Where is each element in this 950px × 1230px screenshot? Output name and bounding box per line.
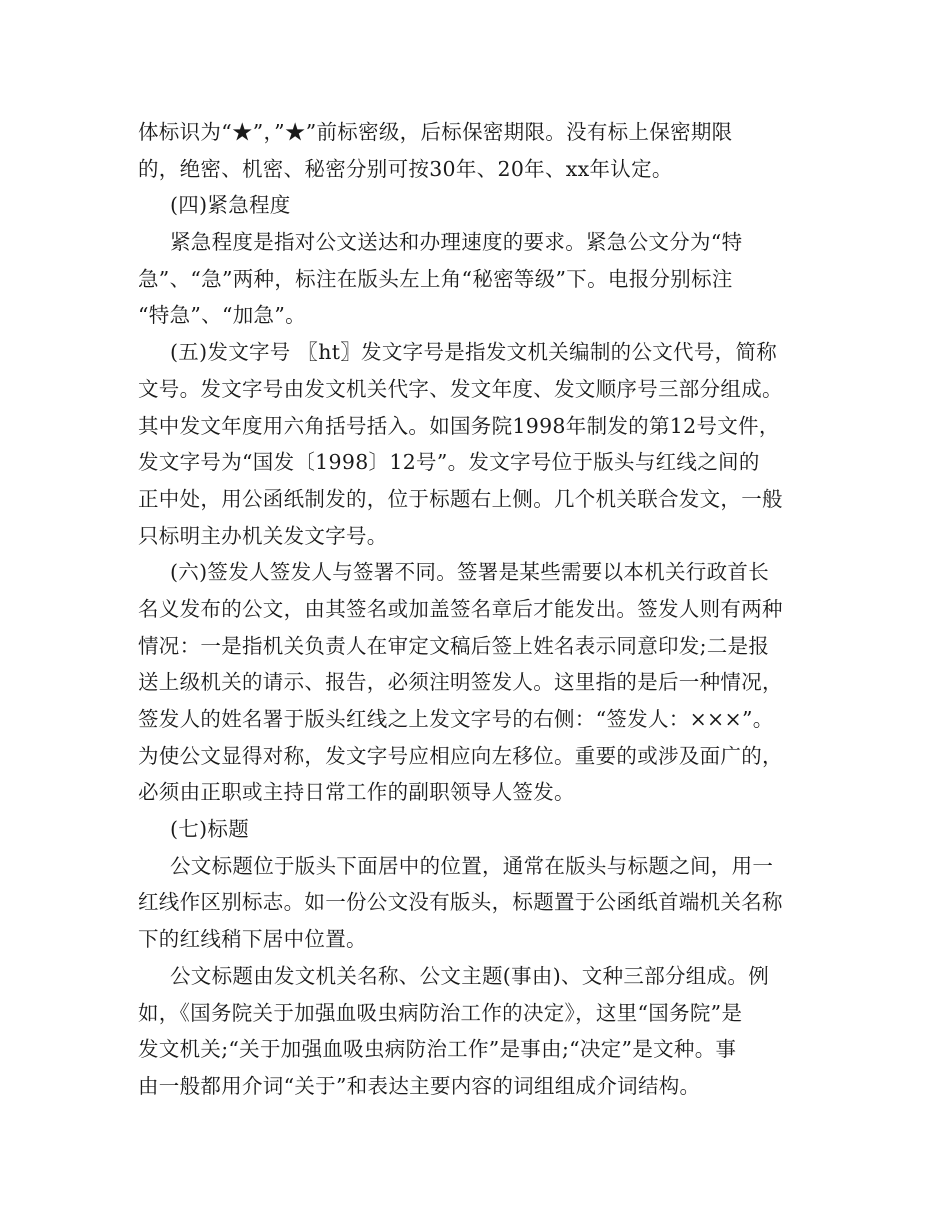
text-line: 由一般都用介词“关于”和表达主要内容的词组组成介词结构。: [138, 1073, 701, 1098]
section-heading: (七)标题: [170, 817, 249, 842]
section-heading: (五)发文字号 〖ht〗发文字号是指发文机关编制的公文代号，简称: [170, 340, 778, 365]
text-line: 的，绝密、机密、秘密分别可按30年、20年、xx年认定。: [138, 156, 673, 181]
text-line: “特急”、“加急”。: [138, 303, 306, 328]
text-line: 签发人的姓名署于版头红线之上发文字号的右侧：“签发人：×××”。: [138, 707, 774, 731]
text-line: 送上级机关的请示、报告，必须注明签发人。这里指的是后一种情况，: [138, 670, 783, 695]
section-heading: (四)紧急程度: [170, 193, 291, 218]
text-line: 只标明主办机关发文字号。: [138, 523, 388, 548]
paragraph-start: 紧急程度是指对公文送达和办理速度的要求。紧急公文分为“特: [170, 230, 743, 255]
text-line: 正中处，用公函纸制发的，位于标题右上侧。几个机关联合发文，一般: [138, 486, 783, 511]
text-line: 急”、“急”两种，标注在版头左上角“秘密等级”下。电报分别标注: [138, 266, 733, 291]
text-line: 情况：一是指机关负责人在审定文稿后签上姓名表示同意印发;二是报: [138, 633, 770, 658]
text-line: 必须由正职或主持日常工作的副职领导人签发。: [138, 780, 575, 805]
text-line: 其中发文年度用六角括号括入。如国务院1998年制发的第12号文件，: [138, 413, 780, 438]
text-line: 如，《国务院关于加强血吸虫病防治工作的决定》，这里“国务院”是: [138, 1000, 743, 1025]
text-line: 体标识为“★”，”★”前标密级，后标保密期限。没有标上保密期限: [138, 120, 733, 144]
text-line: 名义发布的公文，由其签名或加盖签名章后才能发出。签发人则有两种: [138, 596, 783, 621]
paragraph-start: 公文标题位于版头下面居中的位置，通常在版头与标题之间，用一: [170, 853, 774, 878]
text-line: 下的红线稍下居中位置。: [138, 927, 367, 952]
text-line: 发文机关;“关于加强血吸虫病防治工作”是事由;“决定”是文种。事: [138, 1037, 737, 1062]
document-body: [138, 114, 828, 1105]
paragraph-start: 公文标题由发文机关名称、公文主题(事由)、文种三部分组成。例: [170, 963, 769, 988]
text-line: 发文字号为“国发〔1998〕12号”。发文字号位于版头与红线之间的: [138, 450, 760, 475]
text-line: 文号。发文字号由发文机关代字、发文年度、发文顺序号三部分组成。: [138, 376, 783, 401]
section-heading: (六)签发人签发人与签署不同。签署是某些需要以本机关行政首长: [170, 560, 769, 585]
text-line: 红线作区别标志。如一份公文没有版头，标题置于公函纸首端机关名称: [138, 890, 783, 915]
text-line: 为使公文显得对称，发文字号应相应向左移位。重要的或涉及面广的，: [138, 743, 783, 768]
